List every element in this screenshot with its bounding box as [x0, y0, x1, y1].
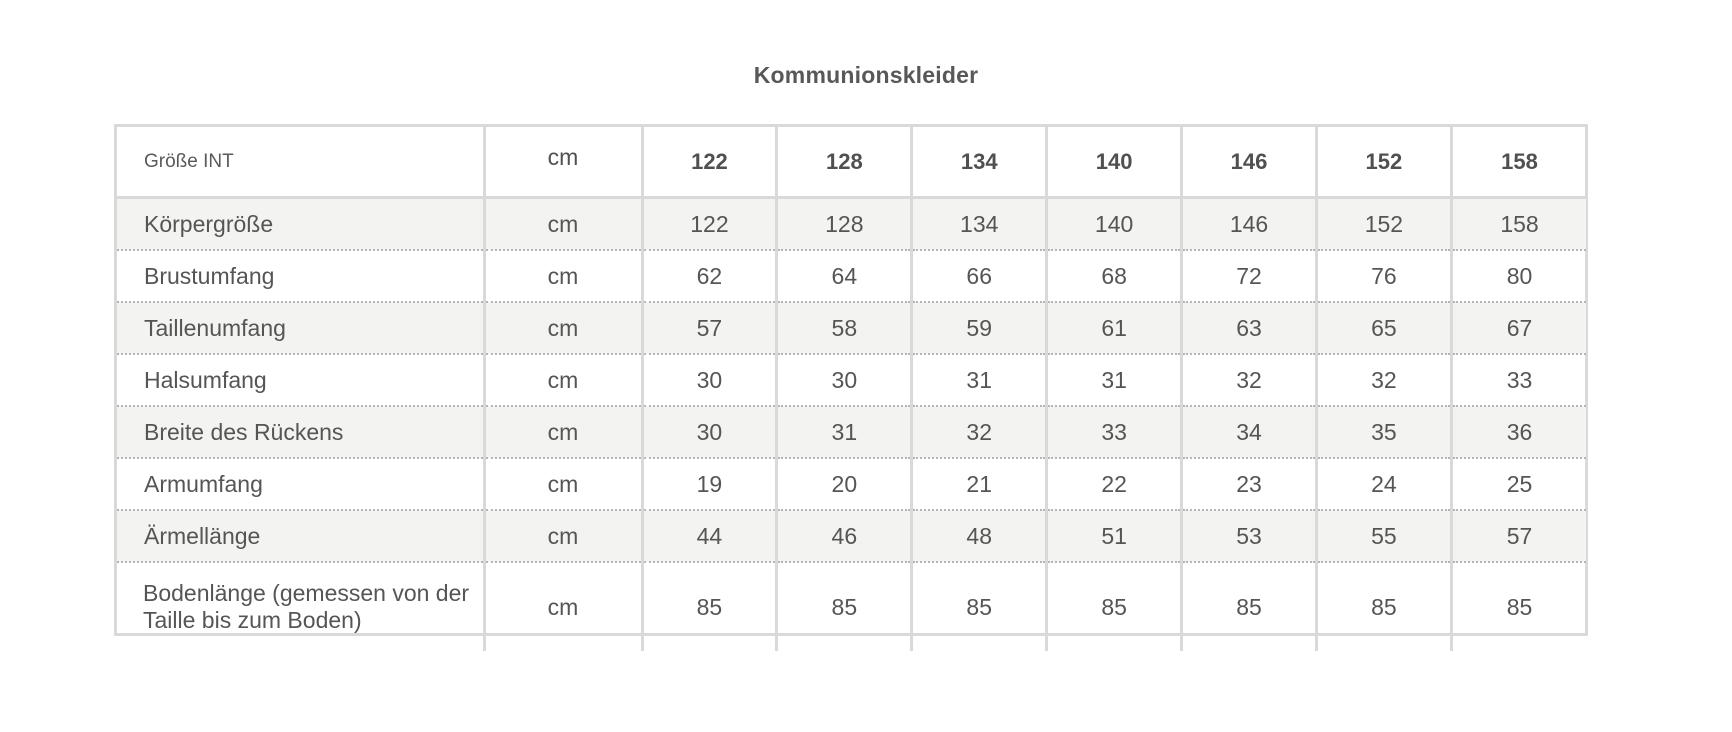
table-cell: 66	[912, 250, 1047, 302]
table-cell: 61	[1047, 302, 1182, 354]
row-unit: cm	[484, 406, 642, 458]
table-cell: 85	[1316, 562, 1451, 651]
table-cell: 20	[777, 458, 912, 510]
table-header-row	[117, 127, 1586, 198]
table-cell: 72	[1182, 250, 1317, 302]
table-cell: 23	[1182, 458, 1317, 510]
table-cell: 34	[1182, 406, 1317, 458]
table-cell: 57	[642, 302, 777, 354]
table-row	[117, 406, 1586, 458]
table-cell: 53	[1182, 510, 1317, 562]
table-cell: 64	[777, 250, 912, 302]
row-label: Armumfang	[117, 458, 484, 510]
header-size: 140	[1047, 127, 1182, 198]
table-row	[117, 510, 1586, 562]
table-cell: 80	[1451, 250, 1586, 302]
table-cell: 128	[777, 198, 912, 251]
table-cell: 85	[777, 562, 912, 651]
row-label: Bodenlänge (gemessen von der Taille bis zum Boden)	[143, 580, 470, 633]
table-cell: 152	[1316, 198, 1451, 251]
table-cell: 146	[1182, 198, 1317, 251]
row-label: Ärmellänge	[117, 510, 484, 562]
table-cell: 140	[1047, 198, 1182, 251]
table-row	[117, 458, 1586, 510]
table-cell: 36	[1451, 406, 1586, 458]
row-label: Körpergröße	[117, 198, 484, 251]
header-size: 146	[1182, 127, 1317, 198]
header-size: 158	[1451, 127, 1586, 198]
size-chart-table	[114, 124, 1588, 636]
table-cell: 158	[1451, 198, 1586, 251]
table-cell: 67	[1451, 302, 1586, 354]
table-cell: 30	[642, 406, 777, 458]
table-cell: 30	[777, 354, 912, 406]
row-label: Brustumfang	[117, 250, 484, 302]
row-label: Breite des Rückens	[117, 406, 484, 458]
table-row	[117, 562, 1586, 651]
header-size-label: Größe INT	[117, 127, 484, 198]
header-unit: cm	[484, 127, 642, 198]
table-cell: 85	[1451, 562, 1586, 651]
table-cell: 122	[642, 198, 777, 251]
table-cell: 32	[1316, 354, 1451, 406]
table-cell: 58	[777, 302, 912, 354]
table-row	[117, 302, 1586, 354]
table-cell: 33	[1451, 354, 1586, 406]
row-unit: cm	[484, 562, 642, 651]
table-cell: 19	[642, 458, 777, 510]
page-title: Kommunionskleider	[753, 62, 979, 88]
table-cell: 31	[777, 406, 912, 458]
table-cell: 134	[912, 198, 1047, 251]
table-cell: 31	[1047, 354, 1182, 406]
header-size: 122	[642, 127, 777, 198]
header-size: 128	[777, 127, 912, 198]
table-cell: 35	[1316, 406, 1451, 458]
row-unit: cm	[484, 250, 642, 302]
table-cell: 63	[1182, 302, 1317, 354]
table-cell: 32	[1182, 354, 1317, 406]
table-cell: 30	[642, 354, 777, 406]
row-unit: cm	[484, 354, 642, 406]
row-unit: cm	[484, 458, 642, 510]
table-cell: 55	[1316, 510, 1451, 562]
size-table	[117, 127, 1586, 651]
row-label: Taillenumfang	[117, 302, 484, 354]
table-cell: 24	[1316, 458, 1451, 510]
table-cell: 62	[642, 250, 777, 302]
table-cell: 33	[1047, 406, 1182, 458]
table-cell: 21	[912, 458, 1047, 510]
table-row	[117, 354, 1586, 406]
table-row	[117, 198, 1586, 251]
row-unit: cm	[484, 510, 642, 562]
table-cell: 85	[1182, 562, 1317, 651]
row-unit: cm	[484, 198, 642, 251]
table-cell: 85	[912, 562, 1047, 651]
table-cell: 76	[1316, 250, 1451, 302]
header-size: 152	[1316, 127, 1451, 198]
table-cell: 68	[1047, 250, 1182, 302]
row-label: Halsumfang	[117, 354, 484, 406]
table-cell: 46	[777, 510, 912, 562]
row-unit: cm	[484, 302, 642, 354]
table-cell: 57	[1451, 510, 1586, 562]
table-cell: 51	[1047, 510, 1182, 562]
table-cell: 85	[642, 562, 777, 651]
table-cell: 48	[912, 510, 1047, 562]
table-cell: 22	[1047, 458, 1182, 510]
table-cell: 59	[912, 302, 1047, 354]
table-row	[117, 250, 1586, 302]
header-size: 134	[912, 127, 1047, 198]
table-cell: 85	[1047, 562, 1182, 651]
table-cell: 44	[642, 510, 777, 562]
table-cell: 25	[1451, 458, 1586, 510]
table-cell: 65	[1316, 302, 1451, 354]
table-cell: 32	[912, 406, 1047, 458]
table-cell: 31	[912, 354, 1047, 406]
